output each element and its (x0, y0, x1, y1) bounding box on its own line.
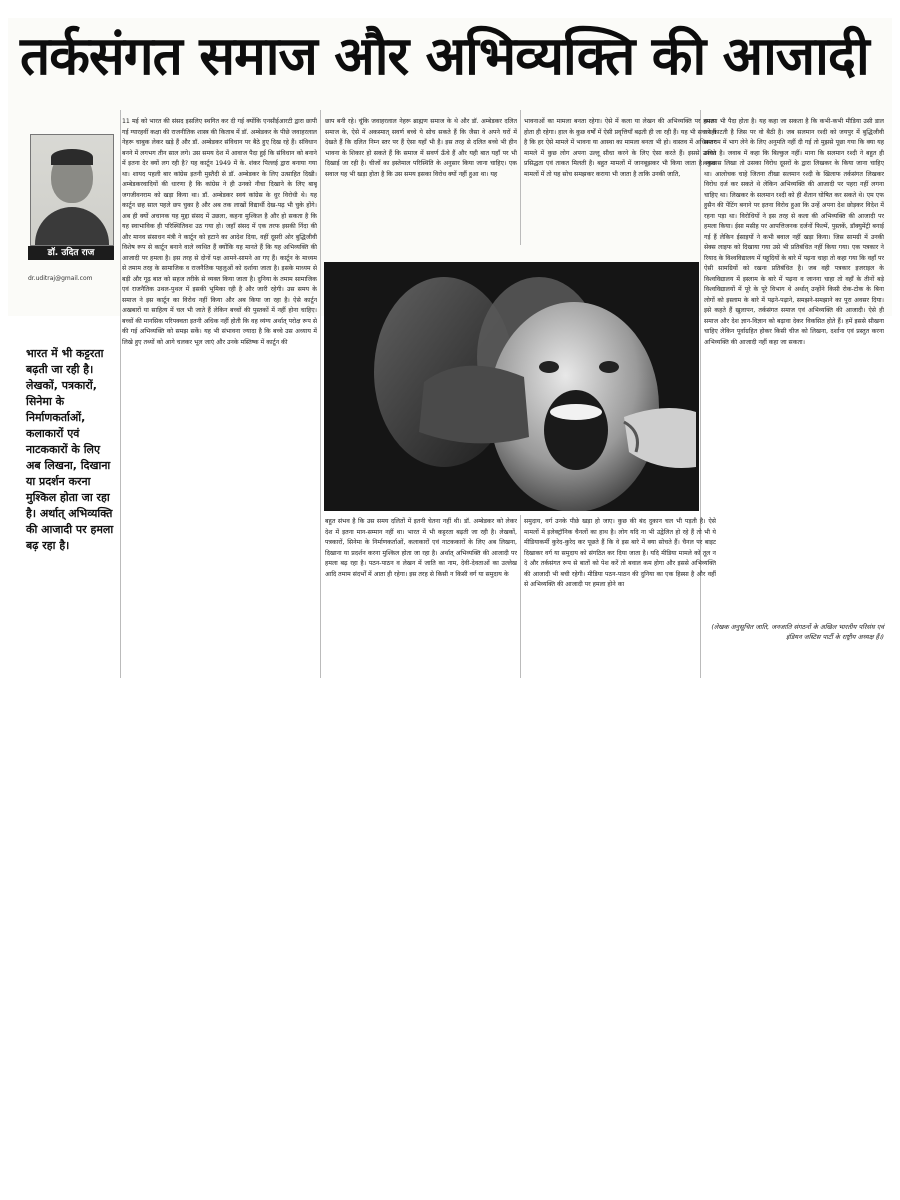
article-column-3-bottom (524, 517, 716, 677)
article-text: समुदाय, वर्ग उनके पीछे खड़ा हो जाए। कुछ की बंद दुकान चल भी पड़ती है। ऐसे मामलों में इलेक्ट्रॉनिक चैनलों का हाथ है। लोग यदि ना भी उद्वेलित हो रहे हैं तो भी ये मीडियाकर्मी कुरेद-कुरेद कर पूछते हैं कि वे इस बारे में क्या सोचते हैं। चैनल पर बाइट दिखाकर वर्ग या समुदाय को संगठित कर दिया जाता है। यदि मीडिया मामले को तूल न दे और तर्कसंगत रूप से बातों को पेश करें तो बवाल कम होगा और इससे अभिव्यक्ति की आजादी भी बची रहेगी। मीडिया पठन-पाठन की दुनिया का एक हिस्सा है और वहीं से अभिव्यक्ति की आजादी पर हमला होने का (524, 518, 716, 588)
article-text: कारण भी पैदा होता है। यह कहा जा सकता है कि कभी-कभी मीडिया उसी डाल को काटती है जिस पर वो बैठी है। जब सलमान रश्दी को जयपुर में बुद्धिजीवी समागम में भाग लेने के लिए अनुमति नहीं दी गई तो मुझसे पूछा गया कि क्या यह उचित है। जवाब में कहा कि बिल्कुल नहीं। माना कि सलमान रश्दी ने बहुत ही बकवास लिखा तो उसका विरोध दूसरों के द्वारा लिखकर के किया जाना चाहिए था। आलोचक चाहे जितना तीखा सलमान रश्दी के खिलाफ तर्कसंगत लिखकर विरोध दर्ज कर सकते थे लेकिन अभिव्यक्ति की आजादी पर पहरा नहीं लगना चाहिए था। लिखकर के सलमान रश्दी को ही शैतान घोषित कर सकते थे। एम एफ हुसैन की पेंटिंग बनाने पर इतना विरोध हुआ कि उन्हें अपना देश छोड़कर विदेश में रहना पड़ा था। विरोधियों ने इस तरह से कला की अभिव्यक्ति की आजादी पर हमला किया। ईसा मसीह पर आपत्तिजनक दर्जनों फिल्में, पुस्तकें, डॉक्युमेंट्री बनाई गई हैं लेकिन ईसाइयों ने कभी बवाल नहीं खड़ा किया। जिस सामग्री में उनकी सेक्स लाइफ को दिखाया गया उसे भी प्रतिबंधित नहीं किया गया। एक पत्रकार ने रियाद के विश्वविद्यालय में यहूदियों के बारे में पढ़ना चाहा तो कहा गया कि वहाँ पर ऐसी सामग्रियों को रखना प्रतिबंधित है। जब वही पत्रकार इजराइल के विश्वविद्यालय में इस्लाम के बारे में पढ़ना व जानना चाहा तो वहाँ के तीनों बड़े विश्वविद्यालयों में पूरे के पूरे विभाग थे अर्थात् उन्होंने किसी रोक-टोक के बिना लोगों को इस्लाम के बारे में पढ़ने-पढ़ाने, समझने-समझाने का पूरा अवसर दिया। इसे कहते हैं खुलापन, तर्कसंगत समाज एवं अभिव्यक्ति की आजादी। ऐसे ही समाज और देश ज्ञान-विज्ञान को बढ़ावा देकर विकसित होते हैं। हमें इससे सीखना चाहिए लेकिन पूर्वाग्रहित होकर किसी चीज को लिखना, दर्शाना एवं प्रस्तुत करना अभिव्यक्ति की आजादी नहीं कहा जा सकता। (704, 118, 884, 346)
article-column-3-top (524, 117, 716, 245)
article-column-2-top (325, 117, 517, 245)
author-name: डॉ. उदित राज (28, 246, 114, 260)
illustration (324, 262, 699, 511)
author-email: dr.uditraj@gmail.com (28, 275, 93, 282)
column-divider (120, 110, 121, 678)
article-text: भावनाओं का मामला बनता रहेगा। ऐसे में कला या लेखन की अभिव्यक्ति पर हमला होता ही रहेगा। हाल के कुछ वर्षों में ऐसी प्रवृत्तियाँ बढ़ती ही जा रही हैं। यह भी सच नहीं है कि हर ऐसे मामले में भावना या आस्था का मामला बनता भी हो। वास्तव में अधिकतर मामले में कुछ लोग अपना उल्लू सीधा करने के लिए ऐसा करते हैं। इससे उनको प्रसिद्धता एवं ताकत मिलती है। बहुत मामलों में जानबूझकर भी किया जाता है। कुछ मामलों में तो यह सोच समझकर कराया भी जाता है ताकि उनकी जाति, (524, 118, 716, 178)
illustration-art (324, 262, 699, 511)
article-column-1 (122, 117, 317, 677)
author-note: (लेखक अनुसूचित जाति, जनजाति संगठनों के अखिल भारतीय परिसंघ एवं इंडियन जस्टिस पार्टी के राष्ट्रीय अध्यक्ष हैं।) (711, 623, 884, 641)
column-divider (320, 110, 321, 678)
article-column-2-bottom (325, 517, 517, 677)
article-text: बहुत संभव है कि उस समय दलितों में इतनी चेतना नहीं थी। डॉ. अम्बेडकर को लेकर देश में इतना मान-सम्मान नहीं था। भारत में भी कट्टरता बढ़ती जा रही है। लेखकों, पत्रकारों, सिनेमा के निर्माणकर्ताओं, कलाकारों एवं नाटककारों के लिए अब लिखना, दिखाना या प्रदर्शन करना मुश्किल होता जा रहा है। अर्थात् अभिव्यक्ति की आजादी पर हमला बढ़ रहा है। पठन-पाठन व लेखन में जाति का नाम, देवी-देवताओं का उल्लेख आदि तमाम संदर्भों में आता ही रहेगा। इस तरह से किसी न किसी वर्ग या समुदाय के (325, 518, 517, 578)
column-divider (520, 110, 521, 245)
pull-quote: भारत में भी कट्टरता बढ़ती जा रही है। लेखकों, पत्रकारों, सिनेमा के निर्माणकर्ताओं, कलाकारों एवं नाटककारों के लिए अब लिखना, दिखाना या प्रदर्शन करना मुश्किल होता जा रहा है। अर्थात् अभिव्यक्ति की आजादी पर हमला बढ़ रहा है। (26, 347, 114, 552)
author-photo (30, 134, 114, 246)
article-text: छाप बनी रहे। चूंकि जवाहरलाल नेहरू ब्राह्मण समाज के थे और डॉ. अम्बेडकर दलित समाज के, ऐसे में अकस्मात् सवर्ण बच्चे ये सोच सकते हैं कि जैसा वे अपने घरों में देखते हैं कि दलित निम्न स्तर पर हैं ऐसा यहाँ भी है। इस तरह से दलित बच्चे भी हीन भावना के शिकार हो सकते हैं कि समाज में सवर्ण ऊँचे हैं और यही बात यहाँ पर भी दिखाई जा रही है। चीजों का इस्तेमाल परिस्थिति के अनुसार किया जाना चाहिए। एक सवाल यह भी खड़ा होता है कि उस समय इसका विरोध क्यों नहीं हुआ था। यह (325, 118, 517, 178)
article-column-4 (704, 117, 884, 637)
column-divider (520, 515, 521, 678)
article-text: 11 मई को भारत की संसद इसलिए स्थगित कर दी गई क्योंकि एनसीईआरटी द्वारा छापी गई ग्यारहवीं कक्षा की राजनीतिक शास्त्र की किताब में डॉ. अम्बेडकर के पीछे जवाहरलाल नेहरू चाबुक लेकर खड़े हैं और डॉ. अम्बेडकर संविधान पर बैठे हुए दिख रहे हैं। संविधान बनने में लगभग तीन साल लगे। उस समय देश में आवाज पैदा हुई कि संविधान को बनाने में इतना देर क्यों लग रही है? यह कार्टून 1949 में के. शंकर पिल्लई द्वारा बनाया गया था। शायद पहली बार कांग्रेस इतनी मुस्तैदी से डॉ. अम्बेडकर के लिए उत्साहित दिखी। अम्बेडकरवादियों की धारणा है कि कांग्रेस ने ही उनको नीचा दिखाने के लिए बाबू जगजीवनराम को खड़ा किया था। डॉ. अम्बेडकर स्वयं कांग्रेस के धुर विरोधी थे। यह कार्टून छह साल पहले छप चुका है और अब तक लाखों विद्यार्थी देख-पढ़ भी चुके होंगे। अब ही क्यों अचानक यह मुद्दा संसद में उछला, कहना मुश्किल है और हो सकता है कि यह स्वाभाविक ही परिस्थितिवश उठ गया हो। जहाँ संसद में एक तरफ इसकी निंदा की और मानव संसाधन मंत्री ने कार्टून को हटाने का आदेश दिया, वहीं दूसरी ओर बुद्धिजीवी विशेष रूप से कार्टून बनाने वाले व्यथित हैं क्योंकि यह मानते हैं कि यह अभिव्यक्ति की आजादी पर हमला है। इस तरह से दोनों पक्ष आमने-सामने आ गए हैं। कार्टून के माध्यम से तमाम तरह के सामाजिक व राजनैतिक पहलुओं को दर्शाया जाता है। इसके माध्यम से बड़ी और गूढ़ बात को सहज तरीके से व्यक्त किया जाता है। दुनिया के तमाम सामाजिक एवं राजनैतिक उथल-पुथल में इसकी भूमिका रही है और जारी रहेगी। उस समय के समाज ने इस कार्टून का विरोध नहीं किया और अब किया जा रहा है। ऐसे कार्टून अखबारों या साहित्य में चल भी जाते हैं लेकिन बच्चों की पुस्तकों में नहीं होना चाहिए। बच्चों की मानसिक परिपक्वता इतनी अधिक नहीं होती कि वह व्यंग्य अर्थात् परोक्ष रूप से की गई अभिव्यक्ति को समझ सकें। यह भी संभावना ज्यादा है कि बच्चे उस अध्याय में लिखे हुए तथ्यों को आगे चलकर भूल जाएं और उनके मस्तिष्क में कार्टून की (122, 118, 317, 346)
headline: तर्कसंगत समाज और अभिव्यक्ति की आजादी (20, 26, 869, 87)
